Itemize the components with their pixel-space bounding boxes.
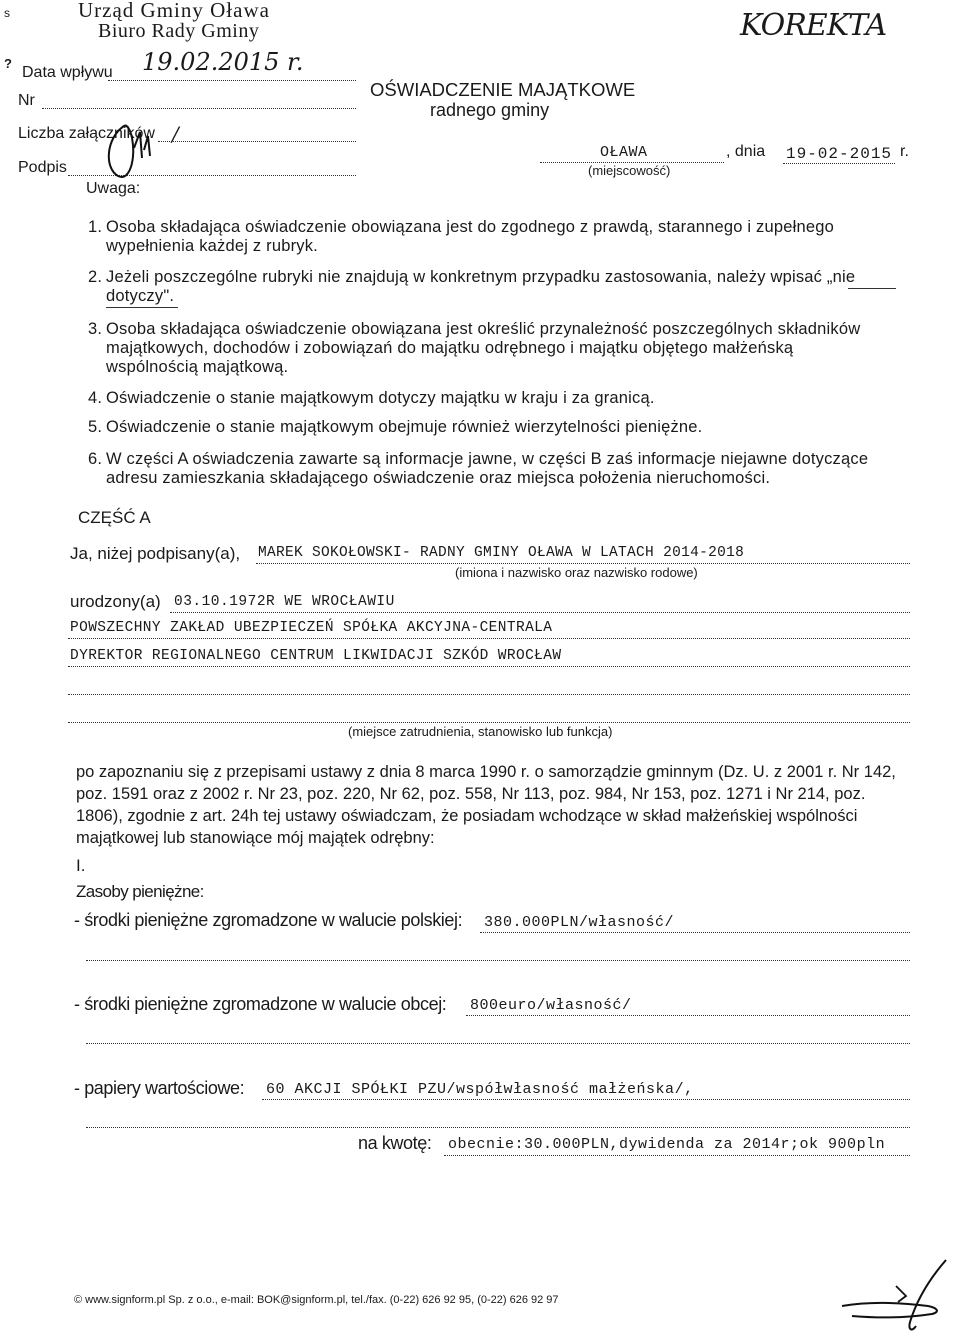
receipt-date-label: Data wpływu [22,64,113,81]
born-line [170,612,910,613]
legal-text-line-3: 1806), zgodnie z art. 24h tej ustawy oświadczam, że posiadam wchodzące w skład małżeńskiej wspólności [76,807,858,825]
amount-label: na kwotę: [358,1133,432,1153]
signature-scribble [836,1256,956,1336]
date-value: 19-02-2015 [786,145,893,163]
pln-funds-label: - środki pieniężne zgromadzone w walucie polskiej: [74,910,463,930]
securities-value: 60 AKCJI SPÓŁKI PZU/współwłasność małżeńska/, [266,1081,694,1098]
correction-stamp: KOREKTA [740,8,887,43]
receipt-date-line [108,80,356,81]
place-value: OŁAWA [600,144,648,161]
notice-4-number: 4. [88,389,103,407]
employer-dots-1 [68,638,910,639]
employer-dots-3 [68,694,910,695]
handwritten-initials [96,118,166,188]
margin-mark-top: s [4,6,10,20]
number-line [42,108,356,109]
document-subtitle: radnego gminy [430,100,550,120]
year-suffix: r. [900,143,909,160]
employer-caption: (miejsce zatrudnienia, stanowisko lub funkcja) [348,724,613,739]
notice-6-number: 6. [88,450,103,468]
notice-6-line-1: W części A oświadczenia zawarte są informacje jawne, w części B zaś informacje niejawne dotyczące [106,450,869,468]
securities-line [262,1099,910,1100]
foreign-funds-line-2 [86,1043,910,1044]
office-name: Urząd Gminy Oława [78,0,270,22]
declarant-caption: (imiona i nazwisko oraz nazwisko rodowe) [455,565,698,580]
born-label: urodzony(a) [70,592,161,611]
notice-3-line-1: Osoba składająca oświadczenie obowiązana jest określić przynależność poszczególnych składników [106,320,861,338]
employer-dots-2 [68,666,910,667]
notice-2-line-1: Jeżeli poszczególne rubryki nie znajdują w konkretnym przypadku zastosowania, należy wpisać „nie [106,268,856,286]
attachments-line [158,141,356,142]
declarant-label: Ja, niżej podpisany(a), [70,544,241,563]
notice-5-line-1: Oświadczenie o stanie majątkowym obejmuje również wierzytelności pieniężne. [106,418,703,436]
pln-funds-line-2 [86,960,910,961]
declarant-name: MAREK SOKOŁOWSKI- RADNY GMINY OŁAWA W LATACH 2014-2018 [258,545,745,561]
legal-text-line-1: po zapoznaniu się z przepisami ustawy z dnia 8 marca 1990 r. o samorządzie gminnym (Dz. U. z 2001 r. Nr 142, [76,763,896,781]
notice-label: Uwaga: [86,180,141,197]
legal-text-line-4: majątkowej lub stanowiące mój majątek odrębny: [76,829,435,847]
employer-line-1: POWSZECHNY ZAKŁAD UBEZPIECZEŃ SPÓŁKA AKCYJNA-CENTRALA [70,620,553,636]
notice-1-line-2: wypełnienia każdej z rubryk. [106,237,318,255]
pln-funds-value: 380.000PLN/własność/ [484,914,675,931]
section-i-roman: I. [76,856,86,875]
notice-3-number: 3. [88,320,103,338]
notice-2-number: 2. [88,268,103,286]
pln-funds-line [480,932,910,933]
receipt-date-value: 19.02.2015 r. [142,48,304,76]
notice-5-number: 5. [88,418,103,436]
margin-mark-arrow: ? [4,56,12,71]
notice-4-line-1: Oświadczenie o stanie majątkowym dotyczy majątku w kraju i za granicą. [106,389,655,407]
notice-1-line-1: Osoba składająca oświadczenie obowiązana jest do zgodnego z prawdą, starannego i zupełnego [106,218,834,236]
number-label: Nr [18,92,35,109]
notice-1-number: 1. [88,218,103,236]
date-line [783,163,895,164]
attachments-label: Liczba załączników [18,125,155,142]
born-value: 03.10.1972R WE WROCŁAWIU [174,594,395,610]
document-title: OŚWIADCZENIE MAJĄTKOWE [370,79,636,100]
attachments-value: / [172,122,179,146]
securities-line-2 [86,1127,910,1128]
declarant-line [256,563,910,564]
employer-dots-4 [68,722,910,723]
notice-2-underline [106,307,178,308]
foreign-funds-label: - środki pieniężne zgromadzone w walucie obcej: [74,994,447,1014]
foreign-funds-value: 800euro/własność/ [470,997,632,1014]
securities-label: - papiery wartościowe: [74,1078,245,1098]
amount-line [444,1155,910,1156]
employer-line-2: DYREKTOR REGIONALNEGO CENTRUM LIKWIDACJI SZKÓD WROCŁAW [70,648,562,664]
place-caption: (miejscowość) [588,163,671,178]
signature-label: Podpis [18,159,67,176]
notice-2-underline-end [848,288,896,289]
footer-copyright: © www.signform.pl Sp. z o.o., e-mail: BOK@signform.pl, tel./fax. (0-22) 626 92 95, (0-22) 626 92 97 [74,1294,559,1306]
notice-6-line-2: adresu zamieszkania składającego oświadczenie oraz miejsca położenia nieruchomości. [106,469,771,487]
section-i-heading: Zasoby pieniężne: [76,882,204,901]
foreign-funds-line [466,1015,910,1016]
office-department: Biuro Rady Gminy [98,20,260,42]
part-a-heading: CZĘŚĆ A [78,508,151,527]
notice-3-line-2: majątkowych, dochodów i zobowiązań do majątku odrębnego i majątku objętego małżeńską [106,339,794,357]
notice-3-line-3: wspólnością majątkową. [106,358,289,376]
legal-text-line-2: poz. 1591 oraz z 2002 r. Nr 23, poz. 220, Nr 62, poz. 558, Nr 113, poz. 984, Nr 153, poz. 1271 i Nr 214, poz. [76,785,866,803]
date-label: , dnia [726,143,766,160]
notice-2-line-2: dotyczy". [106,287,175,305]
amount-value: obecnie:30.000PLN,dywidenda za 2014r;ok 900pln [448,1136,886,1153]
